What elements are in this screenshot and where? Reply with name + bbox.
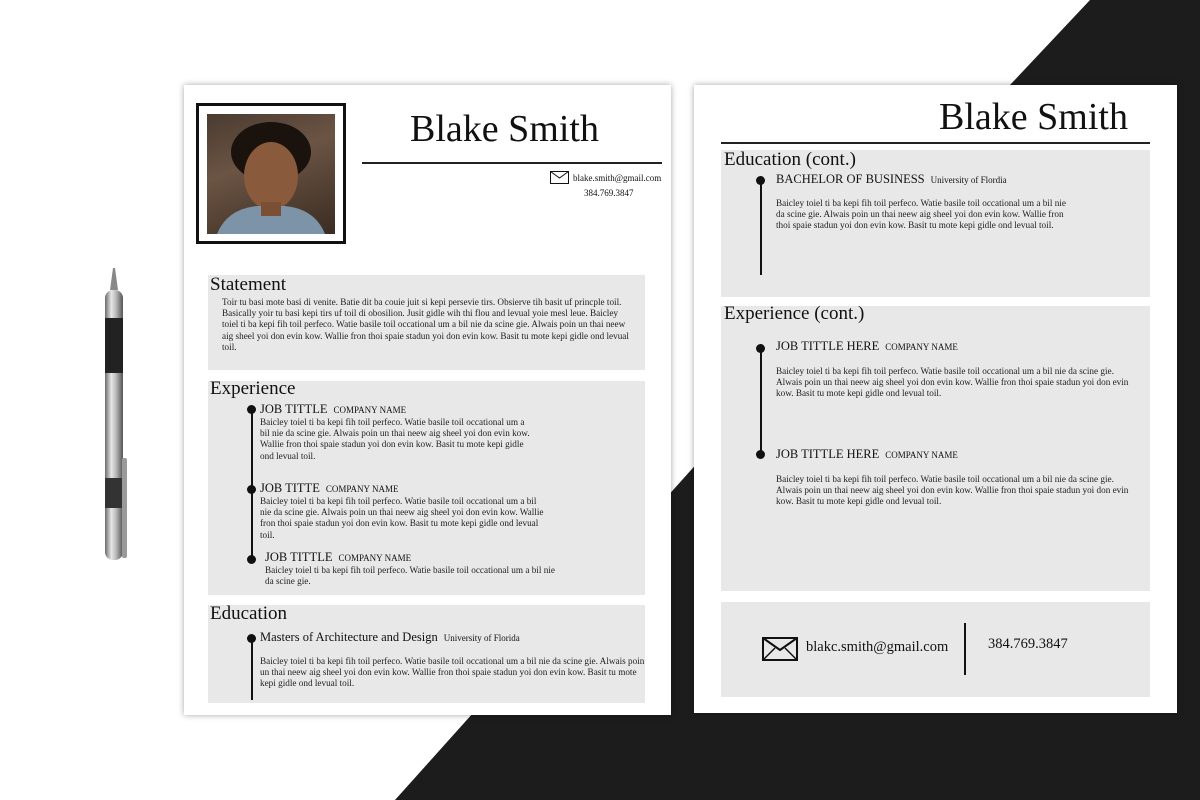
resume-page-2 (694, 85, 1177, 713)
company-name: COMPANY NAME (338, 553, 412, 563)
resume-page-1 (184, 85, 671, 715)
timeline-dot (247, 634, 256, 643)
footer-phone: 384.769.3847 (988, 636, 1068, 652)
timeline-dot (247, 555, 256, 564)
profile-photo-frame (196, 103, 346, 244)
job-title: JOB TITTLE COMPANY NAME (265, 550, 412, 564)
header-rule (362, 162, 662, 164)
education-heading: Education (210, 603, 288, 624)
timeline-dot (756, 176, 765, 185)
envelope-icon (550, 171, 569, 184)
experience-cont-heading: Experience (cont.) (724, 303, 865, 324)
pen-illustration (96, 268, 136, 568)
job-title: JOB TITTLE COMPANY NAME (260, 402, 407, 416)
timeline-dot (247, 485, 256, 494)
job-title: JOB TITTE COMPANY NAME (260, 481, 399, 495)
profile-photo (207, 114, 335, 234)
email-text: blake.smith@gmail.com (573, 173, 662, 183)
education-description: Baicley toiel ti ba kepi fih toil perfeco. Watie basile toil occational um a bil nie da scine gie. Alwais poin un thai neew aig sheel yoi don evin kow. Wallie fron thoi spaie stadun yoi don evin kow. Basit tu mote kepi gidle ond levual toil. (260, 656, 645, 689)
job-description: Baicley toiel ti ba kepi fih toil perfeco. Watie basile toil occational um a bil nie da scine gie. Alwais poin un thai neew aig sheel yoi don evin kow. Wallie fron thoi spaie stadun yoi don evin kow. Basit tu mote kepi gidle ond levual toil. (776, 474, 1129, 507)
company-name: COMPANY NAME (333, 405, 407, 415)
timeline-dot (756, 344, 765, 353)
experience-timeline (760, 350, 762, 454)
experience-heading: Experience (210, 378, 296, 399)
candidate-name: Blake Smith (939, 96, 1128, 138)
job-title: JOB TITTLE HERE COMPANY NAME (776, 447, 958, 461)
company-name: COMPANY NAME (325, 484, 399, 494)
timeline-dot (756, 450, 765, 459)
job-title: JOB TITTLE HERE COMPANY NAME (776, 339, 958, 353)
statement-heading: Statement (210, 274, 286, 295)
company-name: COMPANY NAME (885, 450, 958, 460)
school-name: University of Flordia (930, 175, 1007, 185)
job-description: Baicley toiel ti ba kepi fih toil perfeco. Watie basile toil occational um a bil nie da scine gie. Alwais poin un thai neew aig sheel yoi don evin kow. Wallie fron thoi spaie stadun yoi don evin kow. Basit tu mote kepi gidle ond levual toil. (260, 417, 530, 461)
timeline-dot (247, 405, 256, 414)
degree-title: Masters of Architecture and Design University of Florida (260, 630, 520, 644)
candidate-name: Blake Smith (410, 108, 599, 150)
header-rule (721, 142, 1150, 144)
job-description: Baicley toiel ti ba kepi fih toil perfeco. Watie basile toil occational um a bil nie da scine gie. Alwais poin un thai neew aig sheel yoi don evin kow. Wallie fron thoi spaie stadun yoi don evin kow. Basit tu mote kepi gidle ond levual toil. (260, 496, 544, 540)
job-description: Baicley toiel ti ba kepi fih toil perfeco. Watie basile toil occational um a bil nie da scine gie. (265, 565, 555, 587)
education-timeline (251, 638, 253, 700)
envelope-icon (762, 637, 798, 661)
education-timeline (760, 181, 762, 275)
degree-title: BACHELOR OF BUSINESS University of Flordia (776, 172, 1007, 186)
statement-text: Toir tu basi mote basi di venite. Batie dit ba couie juit si kepi persevie tirs. Obsierve tih basit uf princple toil. Basically yoir tu basi kepi tirs uf toil di obosilion. Jusit gidle wih thi flou and levual yoie mesl leue. Baicley toiel ti ba kepi fih toil perfeco. Watie basile toil occational um a bil nie da scine gie. Alwais poin un thai neew aig sheel yoi don evin kow. Wallie fron thoi spaie stadun yoi don evin kow. Basit tu mote kepi gidle ond levual toil. (222, 297, 629, 352)
education-cont-heading: Education (cont.) (724, 149, 856, 170)
footer-divider (964, 623, 966, 675)
company-name: COMPANY NAME (885, 342, 958, 352)
school-name: University of Florida (443, 633, 520, 643)
education-description: Baicley toiel ti ba kepi fih toil perfeco. Watie basile toil occational um a bil nie da scine gie. Alwais poin un thai neew aig sheel yoi don evin kow. Wallie fron thoi spaie stadun yoi don evin kow. Basit tu mote kepi gidle ond levual toil. (776, 198, 1066, 231)
phone-text: 384.769.3847 (584, 188, 634, 198)
job-description: Baicley toiel ti ba kepi fih toil perfeco. Watie basile toil occational um a bil nie da scine gie. Alwais poin un thai neew aig sheel yoi don evin kow. Wallie fron thoi spaie stadun yoi don evin kow. Basit tu mote kepi gidle ond levual toil. (776, 366, 1129, 399)
footer-email: blakc.smith@gmail.com (806, 639, 949, 655)
